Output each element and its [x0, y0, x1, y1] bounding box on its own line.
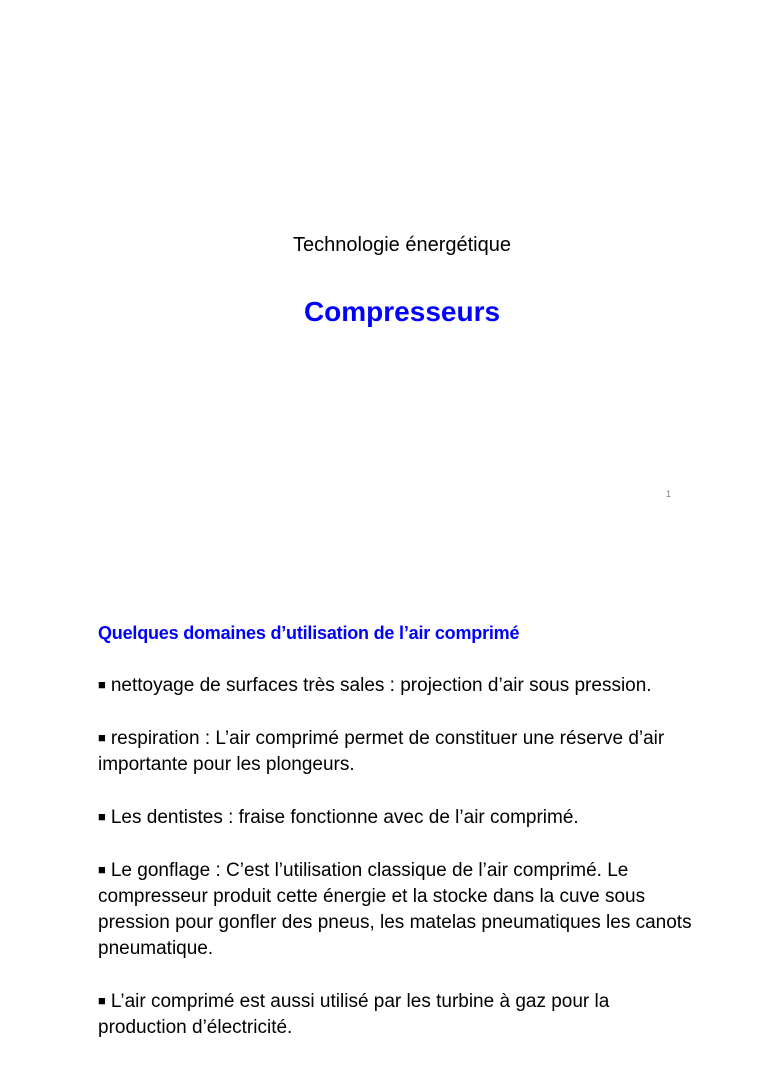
bullet-text: L’air comprimé est aussi utilisé par les turbine à gaz pour la production d’électricité.: [98, 991, 610, 1038]
bullet-item: [98, 725, 698, 778]
slide-subtitle: Technologie énergétique: [293, 234, 511, 256]
page-number: 1: [666, 489, 672, 499]
section-heading: Quelques domaines d’utilisation de l’air comprimé: [98, 623, 520, 643]
square-bullet-icon: ■: [98, 809, 106, 824]
bullet-text: respiration : L’air comprimé permet de constituer une réserve d’air importante pour les plongeurs.: [98, 728, 665, 775]
slide-title-text: Compresseurs: [303, 296, 501, 327]
square-bullet-icon: ■: [98, 677, 106, 692]
square-bullet-icon: ■: [98, 862, 106, 877]
slide-body: [98, 620, 698, 1067]
bullet-text: Le gonflage : C’est l’utilisation classique de l’air comprimé. Le compresseur produit cette énergie et la stocke dans la cuve sous pression pour gonfler des pneus, les matelas pneumatiques les canots pneumatique.: [98, 860, 692, 959]
bullet-item: [98, 804, 698, 831]
bullet-text: Les dentistes : fraise fonctionne avec de l’air comprimé.: [110, 807, 579, 828]
slide-content: [0, 560, 768, 1038]
bullet-text: nettoyage de surfaces très sales : projection d’air sous pression.: [110, 675, 652, 696]
bullet-item: [98, 988, 698, 1041]
bullet-item: [98, 857, 698, 962]
square-bullet-icon: ■: [98, 993, 106, 1008]
bullet-item: [98, 672, 698, 699]
square-bullet-icon: ■: [98, 730, 106, 745]
